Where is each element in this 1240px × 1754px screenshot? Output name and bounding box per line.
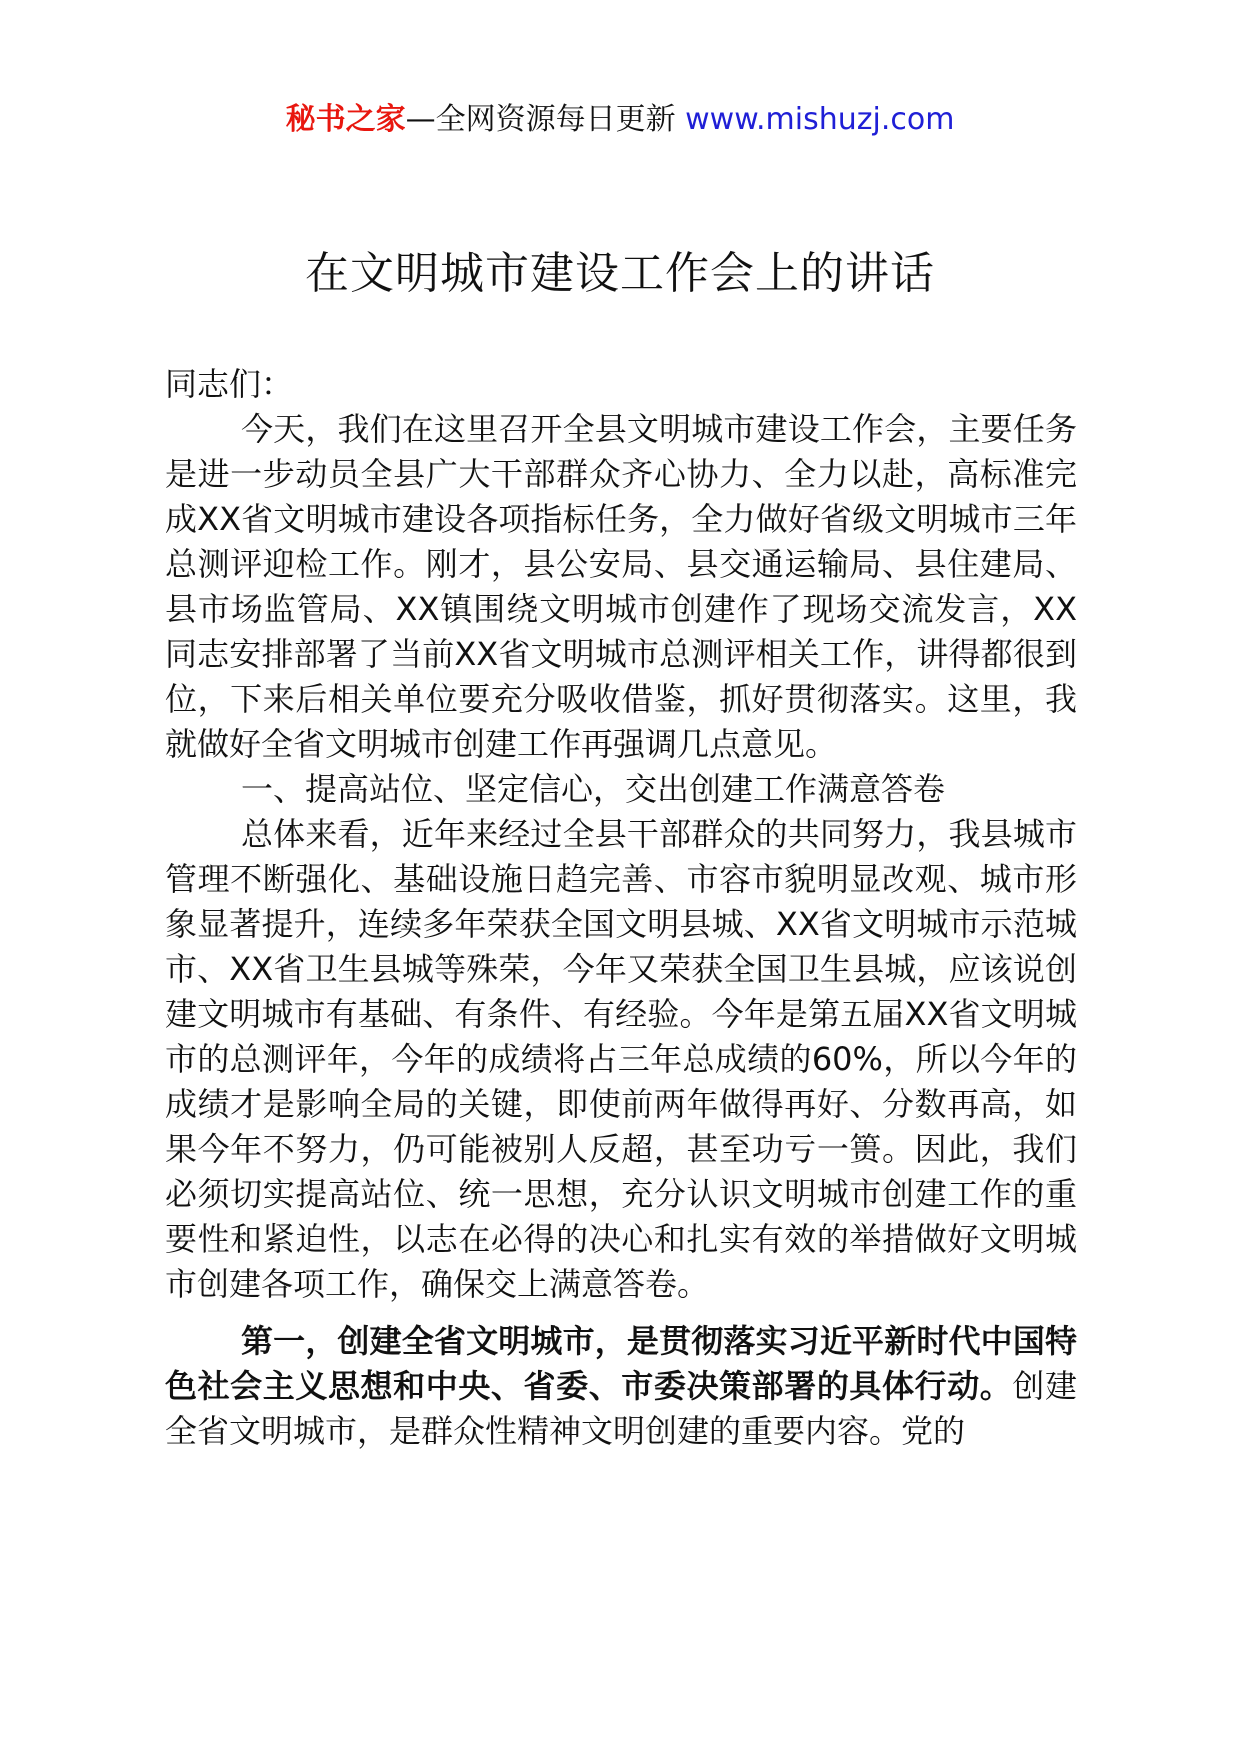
brand-name: 秘书之家: [285, 102, 406, 137]
emphasis-paragraph: [165, 1319, 1077, 1454]
watermark-header: [0, 100, 1240, 140]
site-url: www.mishuzj.com: [685, 102, 955, 137]
document-title: 在文明城市建设工作会上的讲话: [305, 248, 935, 299]
document-body: [165, 362, 1077, 1454]
paragraph: 总体来看，近年来经过全县干部群众的共同努力，我县城市管理不断强化、基础设施日趋完善、市容市貌明显改观、城市形象显著提升，连续多年荣获全国文明县城、XX省文明城市示范城市、XX省卫生县城等殊荣，今年又荣获全国卫生县城，应该说创建文明城市有基础、有条件、有经验。今年是第五届XX省文明城市的总测评年，今年的成绩将占三年总成绩的60%，所以今年的成绩才是影响全局的关键，即使前两年做得再好、分数再高，如果今年不努力，仍可能被别人反超，甚至功亏一篑。因此，我们必须切实提高站位、统一思想，充分认识文明城市创建工作的重要性和紧迫性，以志在必得的决心和扎实有效的举措做好文明城市创建各项工作，确保交上满意答卷。: [165, 815, 1077, 1303]
bold-lead-sentence: 第一，创建全省文明城市，是贯彻落实习近平新时代中国特色社会主义思想和中央、省委、市委决策部署的具体行动。: [165, 1322, 1077, 1405]
paragraph-continuation: 创建全省文明城市，是群众性精神文明创建的重要内容。党的: [165, 1367, 1077, 1450]
header-slogan: —全网资源每日更新: [405, 102, 686, 137]
salutation: 同志们：: [165, 365, 294, 403]
paragraph: 今天，我们在这里召开全县文明城市建设工作会，主要任务是进一步动员全县广大干部群众齐心协力、全力以赴，高标准完成XX省文明城市建设各项指标任务，全力做好省级文明城市三年总测评迎检工作。刚才，县公安局、县交通运输局、县住建局、县市场监管局、XX镇围绕文明城市创建作了现场交流发言，XX同志安排部署了当前XX省文明城市总测评相关工作，讲得都很到位，下来后相关单位要充分吸收借鉴，抓好贯彻落实。这里，我就做好全省文明城市创建工作再强调几点意见。: [165, 410, 1077, 763]
section-heading: 一、提高站位、坚定信心，交出创建工作满意答卷: [241, 770, 946, 808]
